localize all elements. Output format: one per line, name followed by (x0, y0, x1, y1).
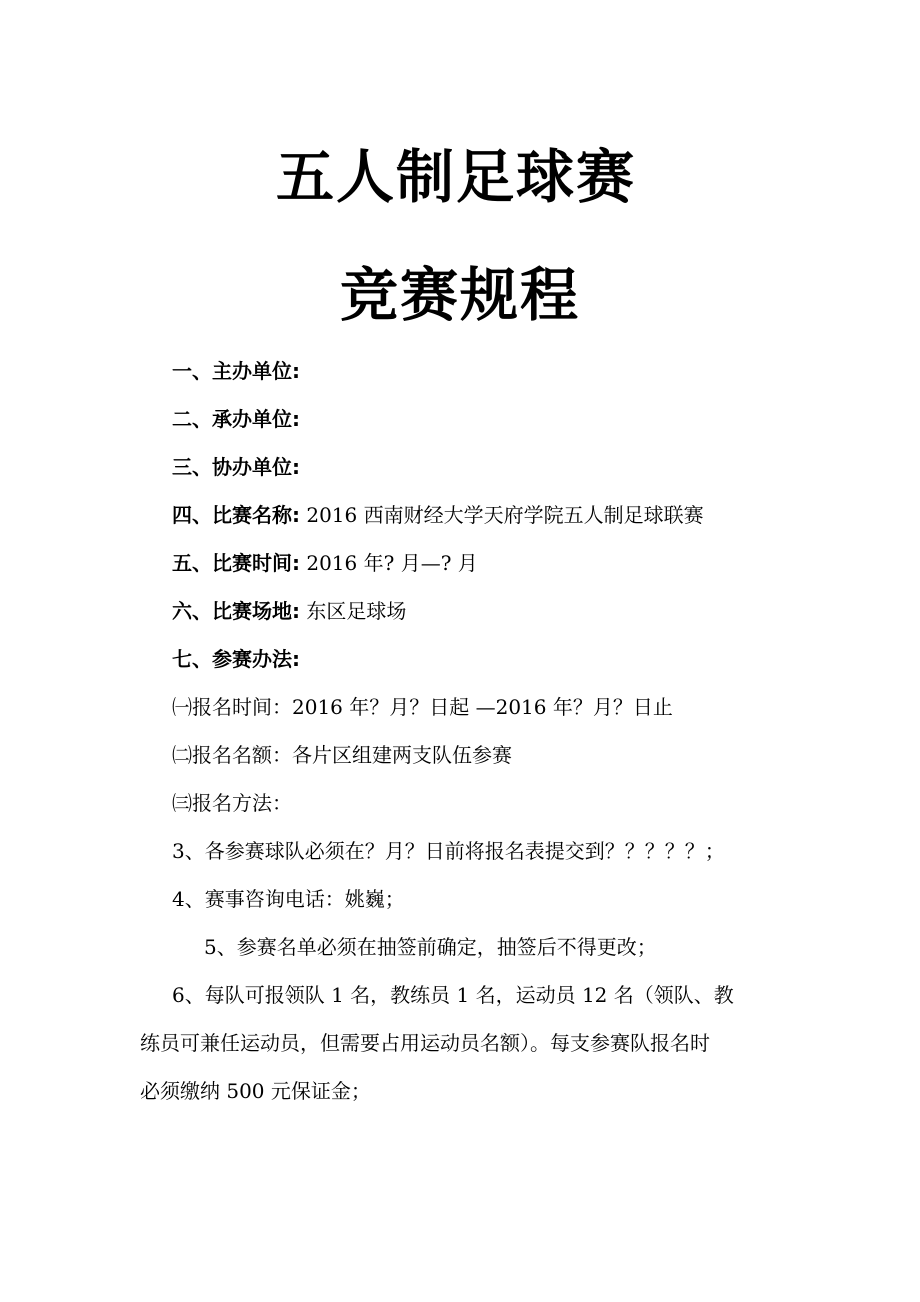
sub-item-deposit: 必须缴纳 500 元保证金； (140, 1079, 371, 1103)
sub-item-team-size-cont: 练员可兼任运动员，但需要占用运动员名额）。每支参赛队报名时 (140, 1031, 710, 1055)
item-label: 七、参赛办法: (172, 647, 300, 671)
item-value: 2016 西南财经大学天府学院五人制足球联赛 (300, 503, 704, 527)
item-value: 2016 年? 月—? 月 (300, 551, 478, 575)
sub-item-roster: 5、参赛名单必须在抽签前确定，抽签后不得更改； (204, 935, 657, 959)
sub-item-submission: 3、各参赛球队必须在？月？日前将报名表提交到？？？？？； (172, 839, 725, 863)
sub-item-registration-time: ㈠报名时间：2016 年？月？日起 —2016 年？月？日止 (172, 695, 673, 719)
item-label: 五、比赛时间: (172, 551, 300, 575)
sub-item-contact: 4、赛事咨询电话：姚巍； (172, 887, 405, 911)
item-label: 六、比赛场地: (172, 599, 300, 623)
document-title-line1: 五人制足球赛 (275, 143, 636, 211)
item-value: 东区足球场 (300, 599, 407, 623)
sub-item-registration-quota: ㈡报名名额：各片区组建两支队伍参赛 (172, 743, 512, 767)
sub-item-team-size: 6、每队可报领队 1 名，教练员 1 名，运动员 12 名（领队、教 (172, 983, 734, 1007)
item-co-organizer (172, 457, 300, 477)
item-match-name (172, 505, 704, 525)
item-organizer (172, 361, 300, 381)
item-participation (172, 649, 300, 669)
document-title-line2: 竞赛规程 (339, 261, 580, 329)
sub-item-registration-method: ㈢报名方法： (172, 791, 292, 815)
item-label: 二、承办单位: (172, 407, 300, 431)
item-label: 三、协办单位: (172, 455, 300, 479)
item-venue (172, 601, 406, 621)
item-label: 一、主办单位: (172, 359, 300, 383)
item-host (172, 409, 300, 429)
item-label: 四、比赛名称: (172, 503, 300, 527)
item-match-time (172, 553, 478, 573)
